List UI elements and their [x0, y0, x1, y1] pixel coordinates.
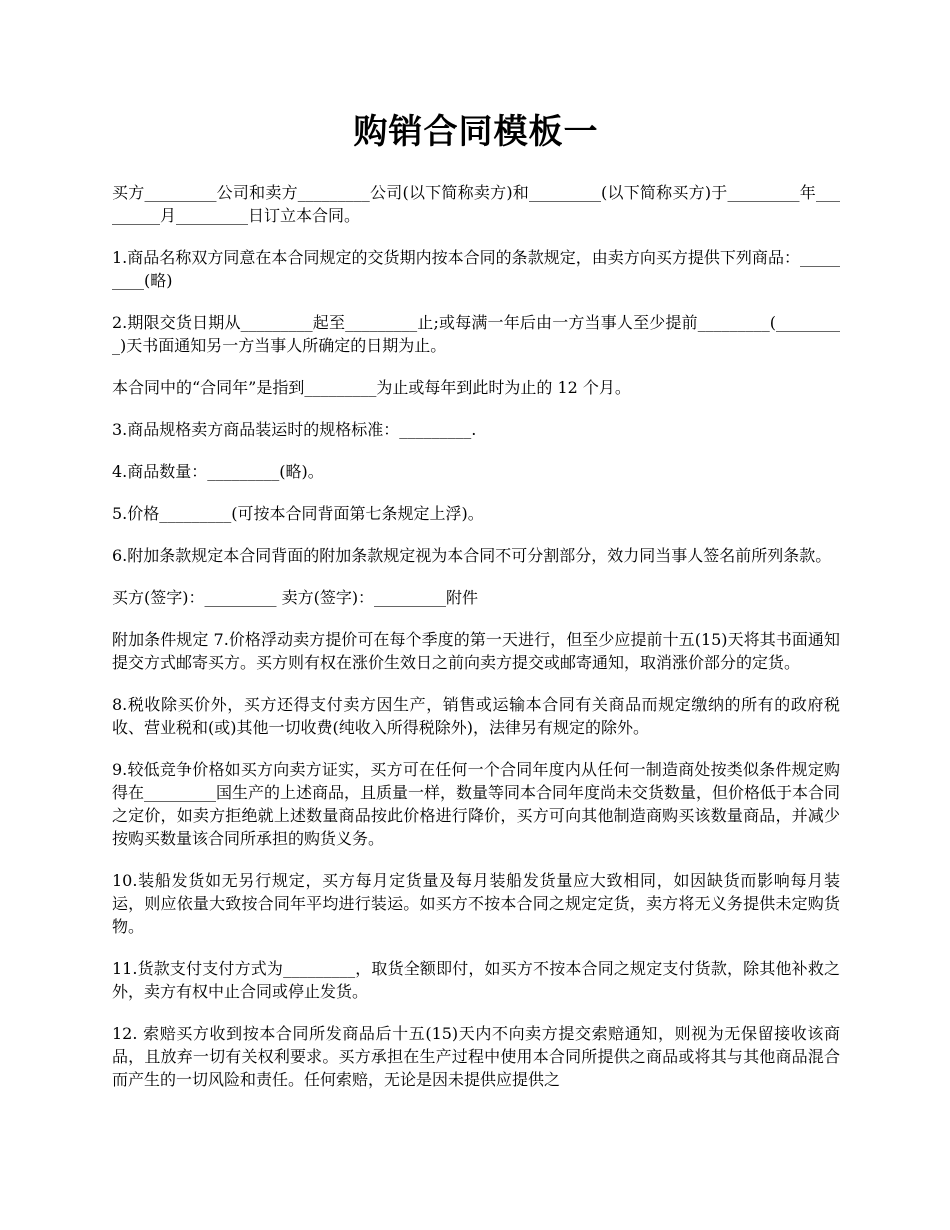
- paragraph-signatures: 买方(签字)：_________ 卖方(签字)：_________附件: [112, 587, 479, 607]
- paragraph-taxes: 8.税收除买价外，买方还得支付卖方因生产，销售或运输本合同有关商品而规定缴纳的所有的政府税收、营业税和(或)其他一切收费(纯收入所得税除外)，法律另有规定的除外。: [112, 694, 840, 737]
- paragraph-parties: 买方_________公司和卖方_________公司(以下简称卖方)和_________(以下简称买方)于_________年_________月_________日订立本合同。: [112, 182, 840, 225]
- paragraph-specification: 3.商品规格卖方商品装运时的规格标准：_________.: [112, 419, 477, 439]
- paragraph-additional-terms: 6.附加条款规定本合同背面的附加条款规定视为本合同不可分割部分，效力同当事人签名前所列条款。: [112, 545, 832, 565]
- paragraph-payment: 11.货款支付支付方式为_________，取货全额即付，如买方不按本合同之规定支付货款，除其他补救之外，卖方有权中止合同或停止发货。: [112, 958, 840, 1001]
- document-page: [112, 112, 840, 1110]
- paragraph-product-name: 1.商品名称双方同意在本合同规定的交货期内按本合同的条款规定，由卖方向买方提供下列商品：_________(略): [112, 247, 840, 290]
- paragraph-claims: 12. 索赔买方收到按本合同所发商品后十五(15)天内不向卖方提交索赔通知，则视为无保留接收该商品，且放弃一切有关权利要求。买方承担在生产过程中使用本合同所提供之商品或将其与其他商品混合而产生的一切风险和责任。任何索赔，无论是因未提供应提供之: [112, 1023, 840, 1089]
- paragraph-contract-year: 本合同中的“合同年”是指到_________为止或每年到此时为止的 12 个月。: [112, 377, 631, 397]
- paragraph-delivery-term: 2.期限交货日期从_________起至_________止;或每满一年后由一方当事人至少提前_________(_________)天书面通知另一方当事人所确定的日期为止。: [112, 312, 840, 355]
- paragraph-competitive-price: 9.较低竞争价格如买方向卖方证实，买方可在任何一个合同年度内从任何一制造商处按类似条件规定购得在_________国生产的上述商品，且质量一样，数量等同本合同年度尚未交货数量，但价格低于本合同之定价，如卖方拒绝就上述数量商品按此价格进行降价，买方可向其他制造商购买该数量商品，并减少按购买数量该合同所承担的购货义务。: [112, 759, 841, 848]
- paragraph-price-fluctuation: 附加条件规定 7.价格浮动卖方提价可在每个季度的第一天进行，但至少应提前十五(15)天将其书面通知提交方式邮寄买方。买方则有权在涨价生效日之前向卖方提交或邮寄通知，取消涨价部分的定货。: [112, 629, 840, 672]
- document-title: 购销合同模板一: [353, 112, 599, 152]
- paragraph-price: 5.价格_________(可按本合同背面第七条规定上浮)。: [112, 503, 484, 523]
- paragraph-shipment: 10.装船发货如无另行规定，买方每月定货量及每月装船发货量应大致相同，如因缺货而影响每月装运，则应依量大致按合同年平均进行装运。如买方不按本合同之规定定货，卖方将无义务提供未定购货物。: [112, 870, 840, 936]
- paragraph-quantity: 4.商品数量：_________(略)。: [112, 461, 324, 481]
